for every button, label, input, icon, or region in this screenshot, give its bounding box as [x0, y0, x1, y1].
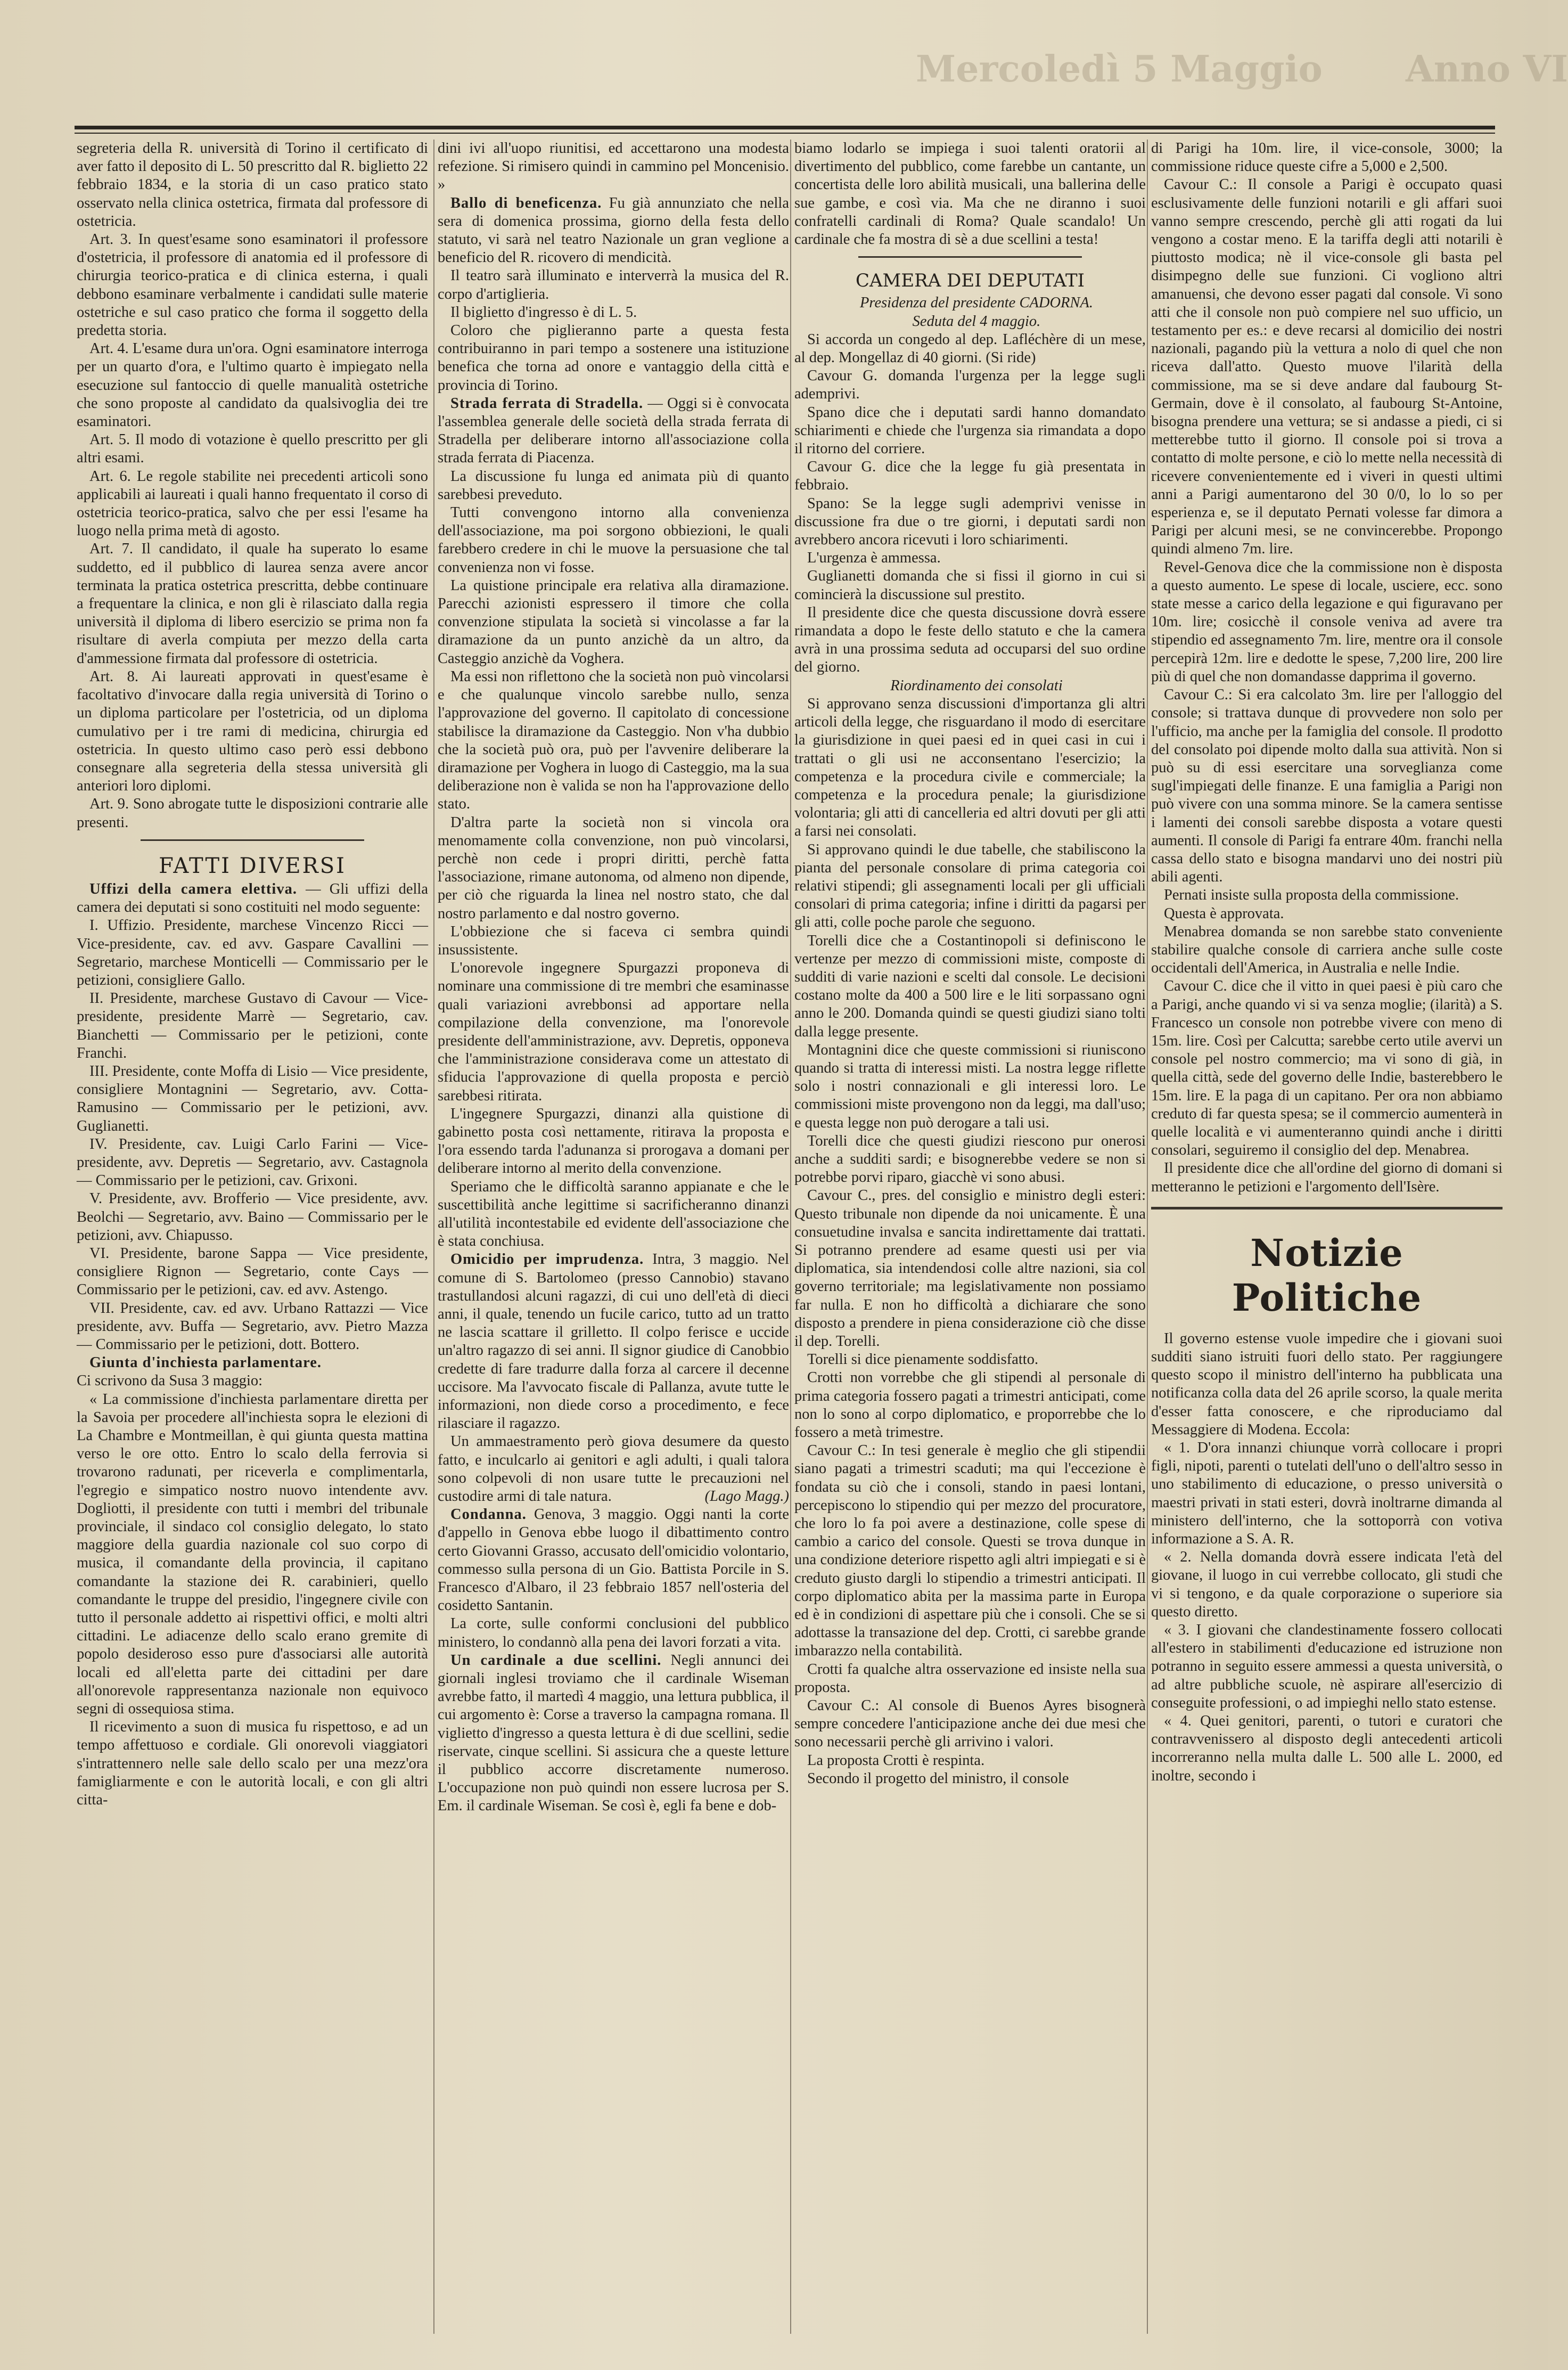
top-rule-thick: [75, 126, 1495, 129]
paragraph: Si approvano quindi le due tabelle, che stabiliscono la pianta del personale consolare di prima categoria coi relativi stipendi; gli assegnamenti locali per gli ufficiali consolari di prima categoria; infine i diritti da pagarsi per gli atti, colle poche parole che seguono.: [794, 841, 1146, 931]
paragraph: Cavour C., pres. del consiglio e ministro degli esteri: Questo tribunale non dipende da noi unicamente. È una consuetudine invalsa e sancita indirettamente dai trattati. Si potranno prendere ad esame questi usi per via diplomatica, sia intendendosi colle altre nazioni, sia col governo territoriale; ma legislativamente non possiamo far nulla. E non ho difficoltà a dichiarare che sono disposto a prendere in piena considerazione ciò che disse il dep. Torelli.: [794, 1187, 1146, 1350]
paragraph: Spano dice che i deputati sardi hanno domandato schiarimenti e chiede che l'urgenza sia rimandata a dopo il ritorno del corriere.: [794, 404, 1146, 457]
paragraph: Secondo il progetto del ministro, il console: [807, 1770, 1069, 1787]
article-condanna: [438, 1506, 789, 1615]
column-4: [1151, 140, 1503, 2334]
list-item: IV. Presidente, cav. Luigi Carlo Farini — Vice-presidente, avv. Depretis — Segretario, avv. Castagnola — Commissario per le petizioni, cav. Grixoni.: [77, 1135, 428, 1189]
paragraph: L'ingegnere Spurgazzi, dinanzi alla quistione di gabinetto posta così nettamente, ritirava la proposta e l'ora essendo tarda l'adunanza si prorogava a domani per deliberare intorno al merito della convenzione.: [438, 1105, 789, 1177]
masthead-right-fragment: Anno VI: [1406, 48, 1568, 91]
paragraph: Art. 8. Ai laureati approvati in quest'esame è facoltativo d'invocare dalla regia università di Torino o un diploma particolare per l'ostetricia, od un diploma cumulativo per i tre rami di medicina, chirurgia ed ostetricia. In questo ultimo caso però essi debbono consegnare alla segreteria della stessa università gli anteriori loro diplomi.: [77, 668, 428, 795]
top-rule-thin: [75, 133, 1495, 134]
article-title: Strada ferrata di Stradella.: [450, 395, 644, 412]
paragraph: [438, 1433, 789, 1506]
section-rule: [1151, 1207, 1503, 1209]
paragraph: Crotti fa qualche altra osservazione ed insiste nella sua proposta.: [794, 1661, 1146, 1696]
article-omicidio: [438, 1251, 789, 1433]
paragraph: Art. 7. Il candidato, il quale ha superato lo esame suddetto, ed il pubblico di laurea senza avere ancor terminata la pratica ostetrica prescritta, debbe continuare a frequentare la clinica, e non gli è rilasciato dalla regia università il diploma di libero esercizio se prima non fa risultare di averla compiuta per mezzo della carta d'ammessione firmata dal professore di ostetricia.: [77, 541, 428, 667]
paragraph: biamo lodarlo se impiega i suoi talenti oratorii al divertimento del pubblico, come farebbe un cantante, un concertista delle loro abilità musicali, una ballerina delle sue gambe, e così via. Ma che ne diranno i suoi confratelli cardinali di Roma? Quale scandalo! Un cardinale che fa mostra di sè a due scellini a testa!: [794, 140, 1146, 248]
paragraph: La corte, sulle conformi conclusioni del pubblico ministero, lo condannò alla pena dei lavori forzati a vita.: [438, 1615, 789, 1650]
article-uffizi: Uffizi della camera elettiva. — Gli uffizi della camera dei deputati si sono costituiti nel modo seguente:: [77, 880, 428, 916]
column-1: [77, 140, 428, 2334]
masthead-left-fragment: [1225, 48, 1331, 128]
paragraph: Spano: Se la legge sugli ademprivi venisse in discussione fra due o tre giorni, i deputati sardi non avrebbero ancora ricevuti i loro schiarimenti.: [794, 495, 1146, 549]
article-text: Un ammaestramento però giova desumere da questo fatto, e inculcarlo ai genitori e agli adulti, i quali talora sono colpevoli di non usare tutte le precauzioni nel custodire armi di tale natura.: [438, 1433, 789, 1505]
section-subtitle: Presidenza del presidente CADORNA.: [860, 295, 1093, 312]
paragraph: Art. 6. Le regole stabilite nei precedenti articoli sono applicabili ai laureati i quali hanno frequentato il corso di ostetricia teorico-pratica, salvo che per essi l'esame ha luogo nella prima metà di agosto.: [77, 468, 428, 540]
paragraph: Ci scrivono da Susa 3 maggio:: [77, 1372, 263, 1390]
masthead-middle-fragment: Mercoledì 5 Maggio: [916, 48, 1323, 91]
paragraph: Speriamo che le difficoltà saranno appianate e che le suscettibilità anche legittime si sacrificheranno dinanzi all'utilità incontestabile ed evidente dell'associazione che è stata conchiusa.: [438, 1178, 789, 1250]
article-ballo: [438, 194, 789, 267]
article-title: Un cardinale a due scellini.: [450, 1652, 662, 1669]
paragraph: Torelli si dice pienamente soddisfatto.: [807, 1351, 1039, 1368]
paragraph: « 2. Nella domanda dovrà essere indicata l'età del giovane, il luogo in cui verrebbe collocato, gli studi che vi si tengono, e da quale corporazione o superiore sia questo diretto.: [1151, 1549, 1503, 1620]
paragraph: Ma essi non riflettono che la società non può vincolarsi e che qualunque vincolo sarebbe nullo, senza l'approvazione del governo. Il capitolato di concessione stabilisce la diramazione da Casteggio. Non v'ha dubbio che la società può ora, può per l'avvenire deliberare la diramazione per Voghera in luogo di Casteggio, ma la sua deliberazione non è valida se non ha l'approvazione dello stato.: [438, 668, 789, 813]
subsection-title: Riordinamento dei consolati: [890, 677, 1063, 694]
article-text: Genova, 3 maggio. Oggi nanti la corte d'appello in Genova ebbe luogo il dibattimento contro certo Giovanni Grasso, accusato dell'omicidio volontario, commesso sulla persona di un Gio. Battista Porcile in S. Francesco d'Albaro, il 23 febbraio 1857 nell'osteria del cosidetto Santanin.: [438, 1506, 790, 1614]
paragraph: La proposta Crotti è respinta.: [807, 1752, 985, 1769]
article-giunta: [77, 1354, 428, 1372]
paragraph: Pernati insiste sulla proposta della commissione.: [1164, 887, 1459, 904]
column-3: [794, 140, 1146, 2334]
paragraph: Il presidente dice che all'ordine del giorno di domani si metteranno le petizioni e l'argomento dell'Isère.: [1151, 1160, 1503, 1195]
paragraph: Si approvano senza discussioni d'importanza gli altri articoli della legge, che risguardano il modo di esercitare la giurisdizione in quei paesi ed in quei casi in cui i trattati o gli usi ne acconsentano l'esercizio; la competenza e la procedura civile e commerciale; la competenza e la procedura penale; la giurisdizione volontaria; gli atti di cancelleria ed altri dovuti per gli atti a farsi nei consolati.: [794, 695, 1146, 840]
paragraph: Il governo estense vuole impedire che i giovani suoi sudditi siano istruiti fuori dello stato. Per raggiungere questo scopo il ministro dell'interno ha pubblicata una notificanza colla data del 26 aprile scorso, la quale merita d'esser fatta conoscere, e che riproduciamo dal Messaggiere di Modena. Eccola:: [1151, 1330, 1503, 1438]
paragraph: L'obbiezione che si faceva ci sembra quindi insussistente.: [438, 923, 789, 958]
paragraph: « 1. D'ora innanzi chiunque vorrà collocare i propri figli, nipoti, parenti o tutelati dell'uno o dell'altro sesso in uno stabilimento di educazione, o presso università o maestri privati in stati esteri, dovrà inoltrarne dimanda al ministero dell'interno, che la sottoporrà con votiva informazione a S. A. R.: [1151, 1440, 1503, 1548]
section-rule: [858, 256, 1082, 258]
article-cardinale: [438, 1652, 789, 1816]
paragraph: Art. 3. In quest'esame sono esaminatori il professore d'ostetricia, il professore di anatomia ed il professore di chirurgia teorico-pratica e di clinica esterna, i quali debbono esaminare verbalmente i candidati sulle materie ostetriche e sul caso pratico che forma il soggetto della predetta storia.: [77, 231, 428, 339]
paragraph: Cavour C. dice che il vitto in quei paesi è più caro che a Parigi, anche quando vi si va senza moglie; (ilarità) a S. Francesco un console non potrebbe vivere con meno di 15m. lire. Così per Calcutta; sarebbe certo utile avervi un console pel nostro commercio; ma vi sono di già, in quella città, sede del governo delle Indie, basterebbero le 15m. lire. E la paga di un capitano. Per ora non abbiamo creduto di far questa spesa; se il commercio aumenterà in quelle località e vi aumenteranno quindi anche i diritti consolari, seguiremo il consiglio del dep. Menabrea.: [1151, 978, 1503, 1159]
list-item: VI. Presidente, barone Sappa — Vice presidente, consigliere Rignon — Segretario, conte Cays — Commissario per le petizioni, cav. ed avv. Astengo.: [77, 1245, 428, 1298]
column-separator: [790, 140, 791, 2334]
paragraph: « 3. I giovani che clandestinamente fossero collocati all'estero in stabilimenti d'educazione ed istruzione non potranno in seguito essere ammessi a questa università, o ad altre pubbliche scuole, nè aspirare all'esercizio di conseguite professioni, o ad impieghi nello stato estense.: [1151, 1622, 1503, 1711]
paragraph: Art. 4. L'esame dura un'ora. Ogni esaminatore interroga per un quarto d'ora, e l'ultimo quarto è impiegato nella esecuzione sul fantoccio di quelle manualità ostetriche che sono proposte al candidato da qualsivoglia dei tre esaminatori.: [77, 340, 428, 430]
section-title-fatti-diversi: FATTI DIVERSI: [159, 853, 346, 878]
paragraph: Cavour C.: Al console di Buenos Ayres bisognerà sempre concedere l'anticipazione anche dei due mesi che sono necessarii perchè gli arrivino i valori.: [794, 1697, 1146, 1751]
column-2: [438, 140, 789, 2334]
article-lead: Gli uffizi della camera dei deputati si sono costituiti nel modo seguente:: [77, 880, 428, 916]
paragraph: Cavour C.: In tesi generale è meglio che gli stipendii siano pagati a trimestri scaduti; ma qui l'eccezione è fondata su ciò che i consoli, stando in paesi lontani, percepiscono lo stipendio qui per mezzo del procuratore, che loro lo fa poi avere a destinazione, colle spese di cambio a carico del console. Questi se trova dunque in una condizione deteriore rispetto agli altri impiegati e si è creduto giusto dargli lo stipendio a trimestri anticipati. Il corpo diplomatico abita per la massima parte in Europa ed è in condizioni di aspettare più che i consoli. Che se si adottasse la transazione del dep. Crotti, ci sarebbe grande imbarazzo nella contabilità.: [794, 1442, 1146, 1660]
paragraph: Coloro che piglieranno parte a questa festa contribuiranno in pari tempo a sostenere una istituzione benefica che torna ad onore e vantaggio della città e provincia di Torino.: [438, 322, 789, 394]
list-item: II. Presidente, marchese Gustavo di Cavour — Vice-presidente, presidente Marrè — Segretario, cav. Bianchetti — Commissario per le petizioni, conte Franchi.: [77, 990, 428, 1061]
paragraph: La quistione principale era relativa alla diramazione. Parecchi azionisti espressero il timore che colla convenzione stipulata la società si vincolasse a far la diramazione da un punto anzichè da un altro, da Casteggio anzichè da Voghera.: [438, 577, 789, 667]
article-title: Giunta d'inchiesta parlamentare.: [89, 1354, 322, 1371]
paragraph: Cavour G. domanda l'urgenza per la legge sugli ademprivi.: [794, 367, 1146, 403]
paragraph: Crotti non vorrebbe che gli stipendi al personale di prima categoria fossero pagati a trimestri anticipati, come non lo sono al corpo diplomatico, e proporrebbe che lo fossero a metà trimestre.: [794, 1369, 1146, 1441]
column-separator: [1147, 140, 1148, 2334]
article-text: Intra, 3 maggio. Nel comune di S. Bartolomeo (presso Cannobio) stavano trastullandosi alcuni ragazzi, di cui uno dell'età di dieci anni, il quale, tenendo un fucile carico, tutto ad un tratto ne lascia scattare il grilletto. Il colpo ferisce e uccide un'altro ragazzo di sei anni. Il signor giudice di Canobbio credette di fare tradurre dalla forza al carcere il decenne uccisore. Ma l'avvocato fiscale di Pallanza, avute tutte le informazioni, non diede corso a procedimento, e fece rilasciare il ragazzo.: [438, 1251, 789, 1432]
paragraph: dini ivi all'uopo riunitisi, ed accettarono una modesta refezione. Si rimisero quindi in cammino pel Moncenisio. »: [438, 140, 789, 193]
article-title: Uffizi della camera elettiva.: [89, 880, 297, 897]
list-item: VII. Presidente, cav. ed avv. Urbano Rattazzi — Vice presidente, avv. Buffa — Segretario, avv. Pietro Mazza — Commissario per le petizioni, dott. Bottero.: [77, 1300, 428, 1353]
section-title-notizie-politiche: Notizie Politiche: [1232, 1230, 1422, 1320]
paragraph: di Parigi ha 10m. lire, il vice-console, 3000; la commissione riduce queste cifre a 5,000 e 2,500.: [1151, 140, 1503, 175]
paragraph: Questa è approvata.: [1164, 905, 1284, 922]
article-text: Negli annunci dei giornali inglesi troviamo che il cardinale Wiseman avrebbe fatto, il martedì 4 maggio, una lettura pubblica, il cui argomento è: Corse a traverso la campagna romana. Il viglietto d'ingresso a questa lettura è di due scellini, sedie riservate, cinque scellini. Si assicura che a queste letture il pubblico accorre discretamente numeroso. L'occupazione non può quindi non essere lucrosa per S. Em. il cardinale Wiseman. Se così è, egli fa bene e dob-: [438, 1652, 790, 1815]
paragraph: « 4. Quei genitori, parenti, o tutori e curatori che contravvenissero al disposto degli antecedenti articoli incorreranno nella multa dalle L. 500 alle L. 2000, ed inoltre, secondo i: [1151, 1713, 1503, 1784]
paragraph: La discussione fu lunga ed animata più di quanto sarebbesi preveduto.: [438, 468, 789, 503]
paragraph: Guglianetti domanda che si fissi il giorno in cui si comincierà la discussione sul prestito.: [794, 568, 1146, 603]
paragraph: Art. 9. Sono abrogate tutte le disposizioni contrarie alle presenti.: [77, 796, 428, 831]
paragraph: Cavour C.: Si era calcolato 3m. lire per l'alloggio del console; si trattava dunque di provvedere non solo per l'ufficio, ma anche per la famiglia del console. Il prodotto del consolato poi dipende molto dalla sua attività. Non si può su di essi esercitare una sorveglianza come sugl'impiegati delle finanze. E una famiglia a Parigi non può vivere con una somma minore. Se la camera sentisse i lamenti dei consoli sarebbe disposta a votare questi aumenti. Il console di Parigi fa entrare 40m. franchi nella cassa dello stato e bisogna mandarvi uno dei nostri più abili agenti.: [1151, 687, 1503, 886]
article-title: Omicidio per imprudenza.: [450, 1251, 644, 1268]
paragraph: Torelli dice che a Costantinopoli si definiscono le vertenze per mezzo di commissioni miste, composte di sudditi di varie nazioni e scelti dal console. Le decisioni costano molte da 400 a 500 lire e le liti sorpassano ogni anno le 200. Domanda quindi se questi giudizi siano tolti dalla legge presente.: [794, 932, 1146, 1040]
paragraph: Il ricevimento a suon di musica fu rispettoso, e ad un tempo affettuoso e cordiale. Gli onorevoli viaggiatori s'intrattennero nelle sale dello scalo per una mezz'ora famigliarmente e con le autorità locali, e con gli altri citta-: [77, 1719, 428, 1809]
list-item: III. Presidente, conte Moffa di Lisio — Vice presidente, consigliere Montagnini — Segretario, avv. Cotta-Ramusino — Commissario per le petizioni, avv. Guglianetti.: [77, 1063, 428, 1134]
list-item: V. Presidente, avv. Brofferio — Vice presidente, avv. Beolchi — Segretario, avv. Baino — Commissario per le petizioni, avv. Chiapusso.: [77, 1190, 428, 1244]
paragraph: L'onorevole ingegnere Spurgazzi proponeva di nominare una commissione di tre membri che esaminasse quali variazioni avrebbonsi ad apportare nella compilazione della convenzione, ma l'onorevole presidente dell'amministrazione, avv. Depretis, opponeva che l'amministrazione considerava come un attestato di sfiducia l'approvazione di quella proposta e perciò sarebbesi ritirata.: [438, 960, 789, 1104]
paragraph: Cavour G. dice che la legge fu già presentata in febbraio.: [794, 459, 1146, 494]
section-rule: [141, 839, 364, 841]
article-text: Fu già annunziato che nella sera di domenica prossima, giorno della festa dello statuto, vi sarà nel teatro Nazionale un gran veglione a beneficio del R. ricovero di mendicità.: [438, 194, 789, 266]
paragraph: segreteria della R. università di Torino il certificato di aver fatto il deposito di L. 50 prescritto dal R. biglietto 22 febbraio 1834, e la storia di un caso pratico stato osservato nella clinica ostetrica, firmata dal professore di ostetricia.: [77, 140, 428, 230]
article-strada: Strada ferrata di Stradella. — Oggi si è convocata l'assemblea generale delle società della strada ferrata di Stradella per deliberare intorno all'associazione colla strada ferrata di Piacenza.: [438, 395, 789, 467]
article-title: Condanna.: [450, 1506, 527, 1523]
paragraph: D'altra parte la società non si vincola ora menomamente colla convenzione, non può vincolarsi, perchè non cede i propri diritti, perchè fatta l'associazione, rimane autonoma, od almeno non dipende, per ciò che riguarda la linea nel nostro stato, che dal nostro parlamento e dal nostro governo.: [438, 814, 789, 922]
paragraph: Revel-Genova dice che la commissione non è disposta a questo aumento. Le spese di locale, usciere, ecc. sono state messe a carico della legazione e qui figuravano per 10m. lire; cosicchè il console veniva ad avere tra stipendio ed assegnamento 7m. lire, mentre ora il console percepirà 12m. lire e dedotte le spese, 7,200 lire, 200 lire più di quel che non domandasse dapprima il governo.: [1151, 559, 1503, 685]
paragraph: L'urgenza è ammessa.: [807, 550, 941, 567]
paragraph: Il teatro sarà illuminato e interverrà la musica del R. corpo d'artiglieria.: [438, 267, 789, 303]
paragraph: Montagnini dice che queste commissioni si riuniscono quando si tratta di interessi misti. La nostra legge riflette solo i nostri connazionali e gli interessi loro. Le commissioni miste provengono non da leggi, ma dall'uso; e questa legge non può derogare a tali usi.: [794, 1041, 1146, 1131]
paragraph: Menabrea domanda se non sarebbe stato conveniente stabilire qualche console di carriera anche sulle coste occidentali dell'America, in Australia e nelle Indie.: [1151, 923, 1503, 977]
article-text: Oggi si è convocata l'assemblea generale delle società della strada ferrata di Stradella per deliberare intorno all'associazione colla strada ferrata di Piacenza.: [438, 395, 789, 467]
paragraph: Si accorda un congedo al dep. Lafléchère di un mese, al dep. Mongellaz di 40 giorni. (Si ride): [794, 331, 1146, 366]
article-source: (Lago Magg.): [704, 1488, 789, 1505]
paragraph: Tutti convengono intorno alla convenienza dell'associazione, ma poi sorgono obbiezioni, le quali farebbero credere in chi le muove la persuasione che tal convenienza non vi fosse.: [438, 504, 789, 576]
paragraph: Cavour C.: Il console a Parigi è occupato quasi esclusivamente delle funzioni notarili e gli affari suoi vanno sempre crescendo, perchè gli atti rogati da lui vengono a costar meno. E la tariffa degli atti notarili è piuttosto modica; nè il vice-console gli basta pel disimpegno delle sue funzioni. Ci vogliono altri amanuensi, che devono esser pagati dal console. Vi sono atti che il console non può compiere nel suo ufficio, un testamento per es.: e deve recarsi al domicilio dei nostri nazionali, pagando più la vettura a nolo di quel che non riceva dall'atto. Questo muove l'ilarità della commissione, ma se si deve andare dal faubourg St-Germain, dove è il consolato, al faubourg St-Antoine, bisogna prendere una vettura; se si andasse a piedi, ci si metterebbe tutto il giorno. Il console poi si trova a contatto di molte persone, e ciò lo mette nella necessità di ricevere convenientemente ed i viveri in questi ultimi anni a Parigi aumentarono del 30 0/0, lo lo so per esperienza e, se il deputato Pernati volesse far dimora a Parigi per alcuni mesi, se ne convincerebbe. Propongo quindi almeno 7m. lire.: [1151, 176, 1503, 558]
paragraph: Il biglietto d'ingresso è di L. 5.: [450, 304, 637, 321]
paragraph: Art. 5. Il modo di votazione è quello prescritto per gli altri esami.: [77, 431, 428, 467]
section-title-camera: CAMERA DEI DEPUTATI: [855, 270, 1085, 292]
paragraph: « La commissione d'inchiesta parlamentare diretta per la Savoia per procedere all'inchiesta sopra le elezioni di La Chambre e Montmeillan, è qui giunta questa mattina verso le ore otto. Entro lo scalo della ferrovia si trovarono radunati, per riceverla e complimentarla, l'egregio e simpatico nostro nuovo intendente avv. Dogliotti, il presidente con tutti i membri del tribunale provinciale, il sindaco col consiglio delegato, lo stato maggiore della guardia nazionale col suo corpo di musica, il comandante della provincia, il capitano comandante la stazione dei R. carabinieri, quello comandante le truppe del presidio, l'ingegnere civile con tutto il personale addetto ai rispettivi offici, e molti altri cittadini. Le adiacenze dello scalo erano gremite di popolo desideroso esso pure d'associarsi alle autorità locali ed all'eletta parte dei cittadini per dare all'onorevole rappresentanza nazionale non equivoco segni di ossequiosa stima.: [77, 1391, 428, 1718]
paragraph: Torelli dice che questi giudizi riescono pur onerosi anche a sudditi sardi; e bisognerebbe vedere se non si potrebbe porvi riparo, giacchè vi sono abusi.: [794, 1132, 1146, 1186]
paragraph: Il presidente dice che questa discussione dovrà essere rimandata a dopo le feste dello statuto e che la camera avrà in una prossima seduta ad occuparsi del suo ordine del giorno.: [794, 604, 1146, 676]
section-subtitle: Seduta del 4 maggio.: [912, 313, 1041, 330]
list-item: I. Uffizio. Presidente, marchese Vincenzo Ricci — Vice-presidente, cav. ed avv. Gaspare Cavallini — Segretario, marchese Monticelli — Commissario per le petizioni, consigliere Gallo.: [77, 917, 428, 988]
column-separator: [433, 140, 434, 2334]
article-title: Ballo di beneficenza.: [450, 194, 602, 211]
